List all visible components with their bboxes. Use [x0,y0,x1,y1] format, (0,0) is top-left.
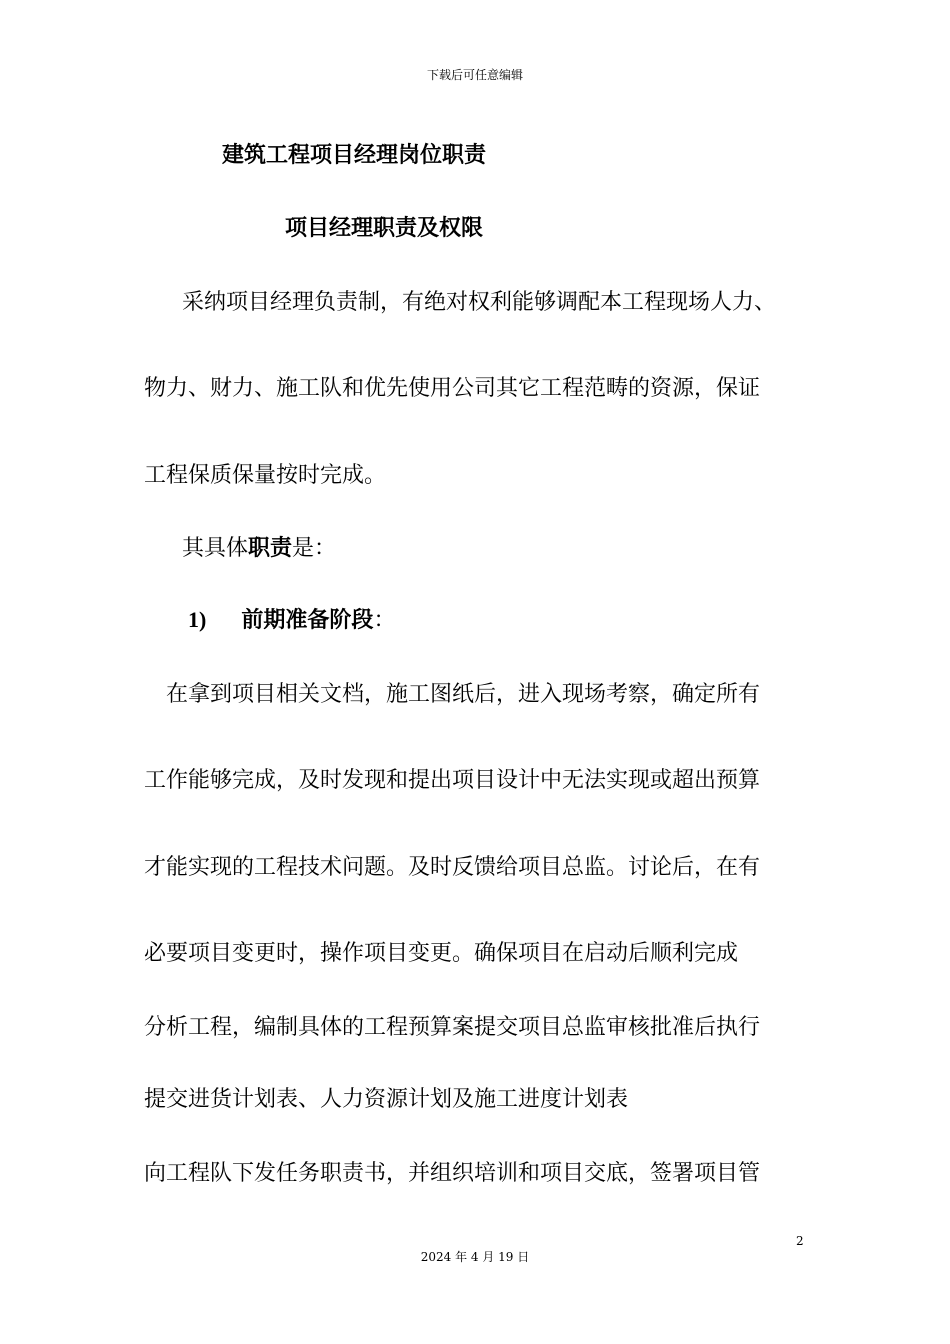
page-number: 2 [796,1234,804,1248]
section-1-number: 1) [188,607,207,632]
list-item: 向工程队下发任务职责书，并组织培训和项目交底，签署项目管 [144,1161,761,1186]
duties-intro-suffix: 是： [292,536,337,561]
list-item: 提交进货计划表、人力资源计划及施工进度计划表 [144,1087,629,1112]
list-item: 分析工程，编制具体的工程预算案提交项目总监审核批准后执行 [144,1015,761,1040]
paragraph-1-line-2: 物力、财力、施工队和优先使用公司其它工程范畴的资源，保证 [144,376,761,401]
section-1-label: 前期准备阶段 [241,608,374,633]
section-1-colon: ： [373,608,396,633]
section-heading: 项目经理职责及权限 [285,216,484,241]
paragraph-2-line-1: 在拿到项目相关文档，施工图纸后，进入现场考察，确定所有 [166,682,761,707]
duties-intro-prefix: 其具体 [182,536,249,561]
document-title: 建筑工程项目经理岗位职责 [222,143,487,168]
paragraph-2-line-4: 必要项目变更时，操作项目变更。确保项目在启动后顺利完成 [144,941,739,966]
page-header: 下载后可任意编辑 [426,68,523,82]
paragraph-2-line-3: 才能实现的工程技术问题。及时反馈给项目总监。讨论后，在有 [144,855,761,880]
duties-intro-bold: 职责 [248,536,293,561]
paragraph-1-line-1: 采纳项目经理负责制，有绝对权利能够调配本工程现场人力、 [182,290,777,315]
page-footer-date: 2024 年 4 月 19 日 [420,1250,530,1264]
section-1-heading [188,603,395,634]
paragraph-2-line-2: 工作能够完成，及时发现和提出项目设计中无法实现或超出预算 [144,768,761,793]
duties-intro [182,531,336,562]
paragraph-1-line-3: 工程保质保量按时完成。 [144,463,387,488]
